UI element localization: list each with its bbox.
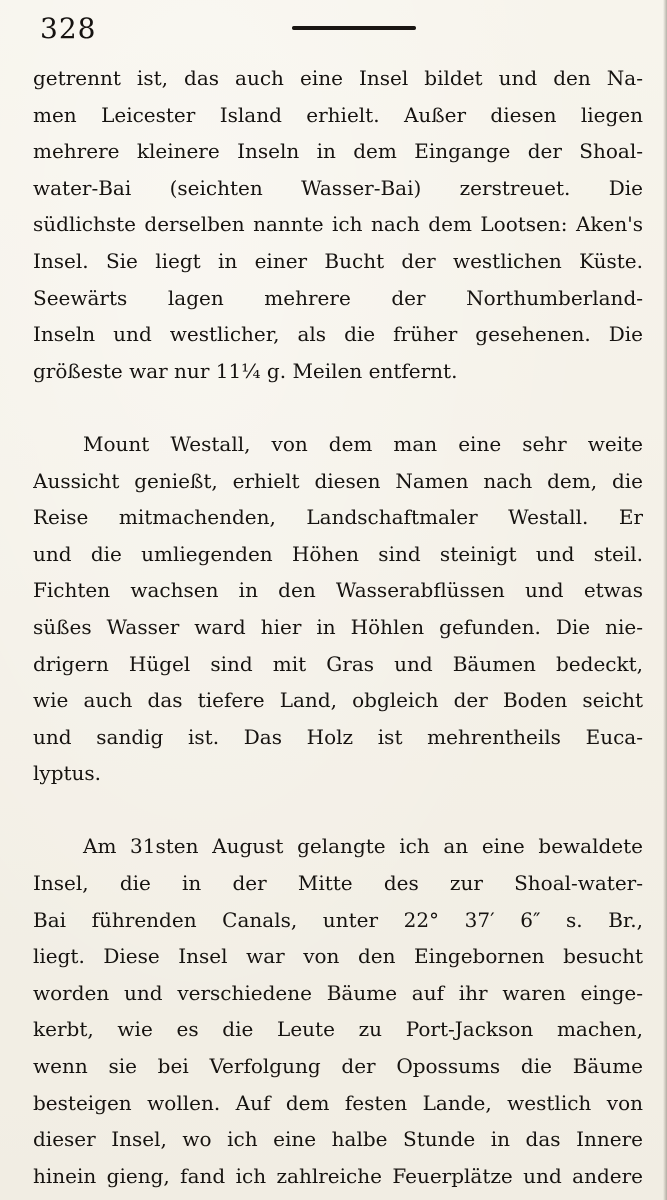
page-number: 328: [40, 12, 97, 45]
text-line: Mount Westall, von dem man eine sehr weite: [83, 431, 643, 456]
page-edge-shadow: [663, 0, 667, 1200]
text-line: besteigen wollen. Auf dem festen Lande, westlich von: [33, 1090, 643, 1115]
paragraph-gap: [33, 389, 643, 426]
text-line: kerbt, wie es die Leute zu Port-Jackson machen,: [33, 1017, 643, 1042]
text-line: Fichten wachsen in den Wasserabflüssen und etwas: [33, 578, 643, 603]
text-line: wie auch das tiefere Land, obgleich der Boden seicht: [33, 688, 643, 713]
paragraph-gap: [33, 792, 643, 829]
text-line: und sandig ist. Das Holz ist mehrentheils Euca-: [33, 724, 643, 749]
text-line: mehrere kleinere Inseln in dem Eingange der Shoal-: [33, 139, 643, 164]
text-line: Aussicht genießt, erhielt diesen Namen nach dem, die: [33, 468, 643, 493]
text-line: Seewärts lagen mehrere der Northumberland-: [33, 285, 643, 310]
text-line: worden und verschiedene Bäume auf ihr waren einge-: [33, 980, 643, 1005]
text-line: lyptus.: [33, 761, 102, 786]
text-line: und die umliegenden Höhen sind steinigt und steil.: [33, 541, 643, 566]
text-line: water-Bai (seichten Wasser-Bai) zerstreuet. Die: [33, 175, 643, 200]
text-line: Insel, die in der Mitte des zur Shoal-water-: [33, 871, 643, 896]
text-line: men Leicester Island erhielt. Außer diesen liegen: [33, 102, 643, 127]
text-line: größeste war nur 11¼ g. Meilen entfernt.: [33, 358, 458, 383]
text-line: Bai führenden Canals, unter 22° 37′ 6″ s. Br.,: [33, 907, 643, 932]
paragraph-3: [33, 828, 643, 1194]
header-rule: [292, 26, 416, 30]
text-line: Insel. Sie liegt in einer Bucht der westlichen Küste.: [33, 248, 643, 273]
text-line: südlichste derselben nannte ich nach dem Lootsen: Aken's: [33, 212, 643, 237]
text-line: dieser Insel, wo ich eine halbe Stunde in das Innere: [33, 1127, 643, 1152]
text-line: Am 31sten August gelangte ich an eine bewaldete: [83, 834, 643, 859]
text-line: Inseln und westlicher, als die früher gesehenen. Die: [33, 322, 643, 347]
text-line: getrennt ist, das auch eine Insel bildet und den Na-: [33, 66, 643, 90]
text-line: wenn sie bei Verfolgung der Opossums die Bäume: [33, 1054, 643, 1079]
text-line: Reise mitmachenden, Landschaftmaler Westall. Er: [33, 505, 643, 530]
text-line: süßes Wasser ward hier in Höhlen gefunden. Die nie-: [33, 614, 643, 639]
text-line: drigern Hügel sind mit Gras und Bäumen bedeckt,: [33, 651, 643, 676]
body-text: [33, 60, 643, 1194]
text-line: liegt. Diese Insel war von den Eingebornen besucht: [33, 944, 643, 969]
paragraph-1: [33, 60, 643, 389]
text-line: hinein gieng, fand ich zahlreiche Feuerplätze und andere: [33, 1163, 643, 1188]
paragraph-2: [33, 426, 643, 792]
